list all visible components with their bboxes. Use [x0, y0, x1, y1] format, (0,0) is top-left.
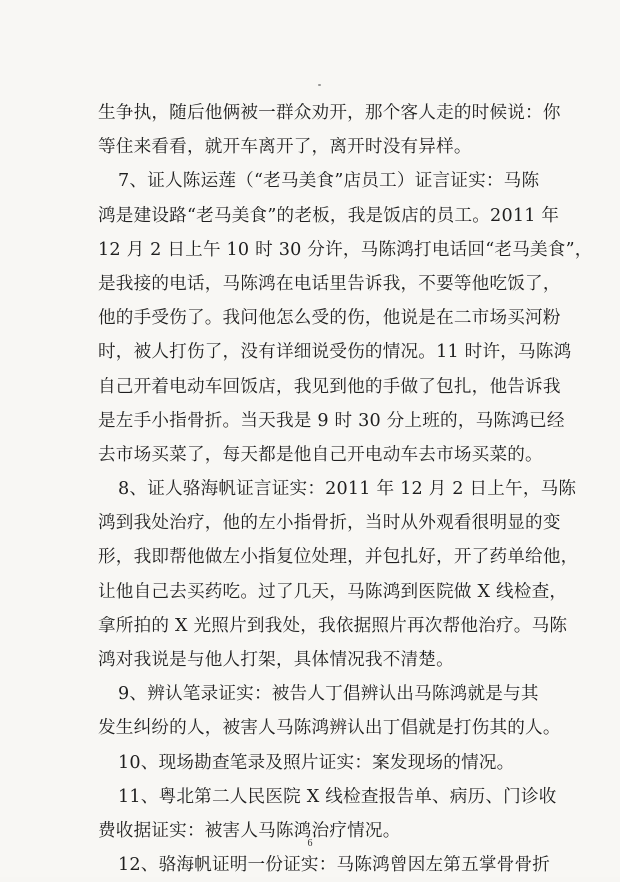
- text-line: 12 月 2 日上午 10 时 30 分许，马陈鸿打电话回“老马美食”，: [98, 239, 593, 260]
- text-line: 生争执，随后他俩被一群众劝开，那个客人走的时候说：你: [98, 103, 561, 123]
- text-line: 8、证人骆海帆证言证实：2011 年 12 月 2 日上午，马陈: [118, 479, 577, 500]
- scan-speck: [318, 84, 321, 86]
- text-line: 鸿是建设路“老马美食”的老板，我是饭店的员工。2011 年: [98, 205, 560, 226]
- text-line: 去市场买菜了，每天都是他自己开电动车去市场买菜的。: [98, 444, 543, 465]
- text-line: 发生纠纷的人，被害人马陈鸿辨认出丁倡就是打伤其的人。: [98, 718, 561, 739]
- text-line: 7、证人陈运莲（“老马美食”店员工）证言证实：马陈: [118, 171, 540, 192]
- text-line: 10、现场勘查笔录及照片证实：案发现场的情况。: [118, 752, 515, 773]
- text-line: 拿所拍的 X 光照片到我处，我依据照片再次帮他治疗。马陈: [98, 615, 568, 636]
- text-line: 是我接的电话，马陈鸿在电话里告诉我，不要等他吃饭了，: [98, 273, 561, 294]
- text-line: 12、骆海帆证明一份证实：马陈鸿曾因左第五掌骨骨折: [118, 855, 551, 876]
- text-line: 鸿对我说是与他人打架，具体情况我不清楚。: [98, 650, 454, 670]
- text-line: 鸿到我处治疗，他的左小指骨折，当时从外观看很明显的变: [98, 513, 561, 534]
- text-line: 时，被人打伤了，没有详细说受伤的情况。11 时许，马陈鸿: [98, 342, 572, 363]
- text-line: 等住来看看，就开车离开了，离开时没有异样。: [98, 137, 472, 158]
- page-number: 6: [307, 838, 313, 849]
- body-text: [98, 96, 593, 882]
- text-line: 形，我即帮他做左小指复位处理，并包扎好，开了药单给他，: [98, 547, 579, 568]
- text-line: 是左手小指骨折。当天我是 9 时 30 分上班的，马陈鸿已经: [98, 410, 565, 431]
- text-line: 让他自己去买药吃。过了几天，马陈鸿到医院做 X 线检查，: [98, 581, 568, 602]
- text-line: 11、粤北第二人民医院 X 线检查报告单、病历、门诊收: [118, 786, 557, 807]
- text-line: 他的手受伤了。我问他怎么受的伤，他说是在二市场买河粉: [98, 308, 561, 329]
- text-line: 9、辨认笔录证实：被告人丁倡辨认出马陈鸿就是与其: [118, 684, 539, 705]
- text-line: 自己开着电动车回饭店，我见到他的手做了包扎，他告诉我: [98, 376, 561, 397]
- text-line: 费收据证实：被害人马陈鸿治疗情况。: [98, 820, 401, 841]
